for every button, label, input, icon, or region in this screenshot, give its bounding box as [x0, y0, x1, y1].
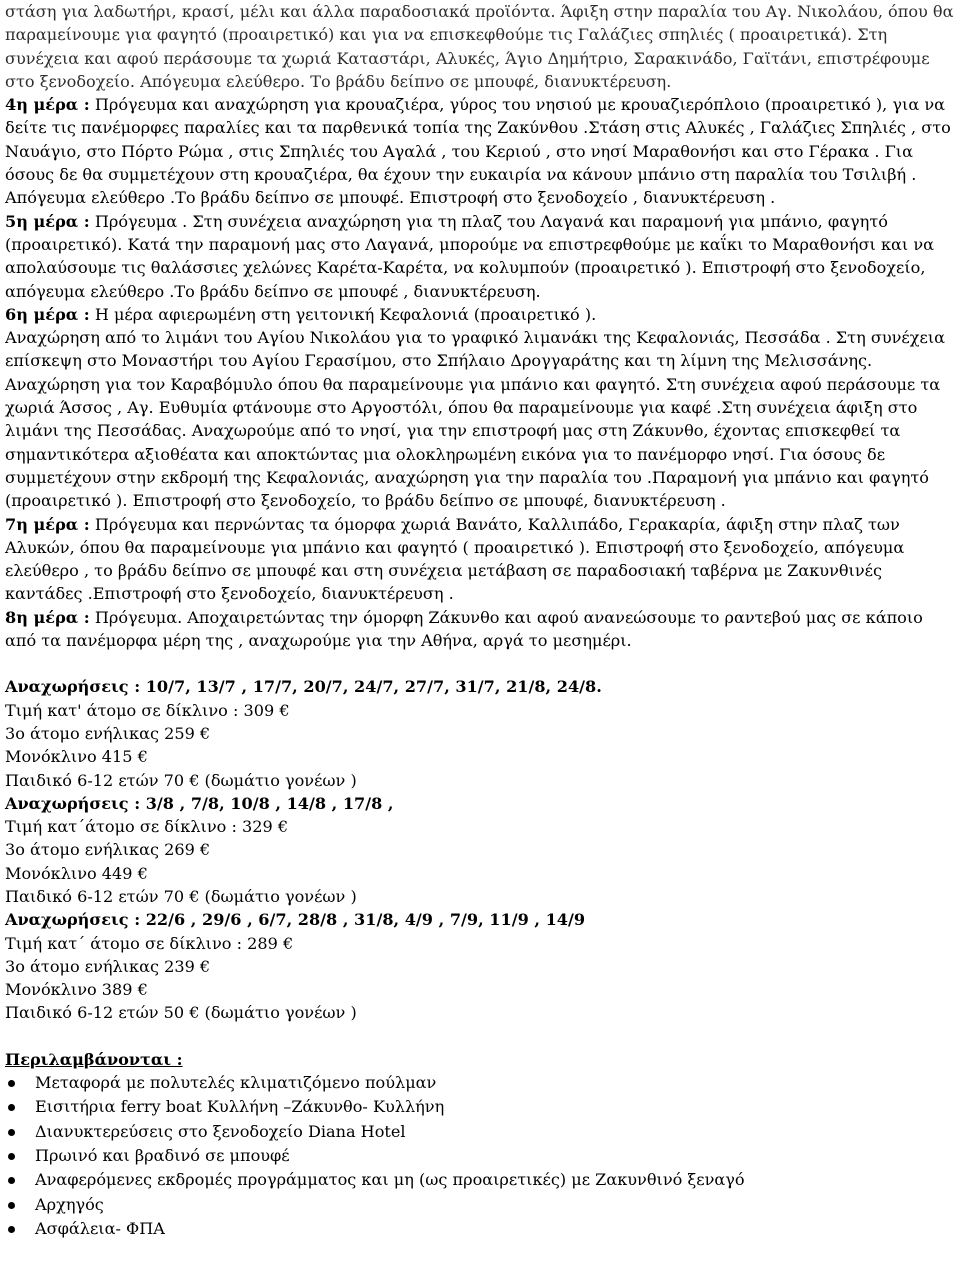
price-line: Παιδικό 6-12 ετών 70 € (δωμάτιο γονέων ) [5, 770, 357, 790]
departure-heading: Αναχωρήσεις : 10/7, 13/7 , 17/7, 20/7, 24/7, 27/7, 31/7, 21/8, 24/8. [5, 677, 602, 697]
departure-group [5, 792, 956, 908]
bullet-icon [8, 1202, 15, 1209]
day-5-label: 5η μέρα : [5, 211, 90, 231]
bullet-icon [8, 1153, 15, 1160]
list-item-text: Ασφάλεια- ΦΠΑ [35, 1218, 165, 1238]
day-8-label: 8η μέρα : [5, 607, 90, 627]
itinerary-intro: στάση για λαδωτήρι, κρασί, μέλι και άλλα παραδοσιακά προϊόντα. Άφιξη στην παραλία του Αγ. Νικολάου, όπου θα παραμείνουμε για φαγητό (προαιρετικό) και για να επισκεφθούμε τις Γαλάζιες σπηλιές ( προαιρετικά). Στη συνέχεια και αφού περάσουμε τα χωριά Καταστάρι, Αλυκές, Άγιο Δημήτριο, Σαρακινάδο, Γαϊτάνι, επιστρέφουμε στο ξενοδοχείο. Απόγευμα ελεύθερο. Το βράδυ δείπνο σε μπουφέ, διανυκτέρευση. [5, 2, 954, 91]
price-line: Μονόκλινο 449 € [5, 863, 148, 883]
list-item [35, 1120, 956, 1144]
list-item-text: Αναφερόμενες εκδρομές προγράμματος και μη (ως προαιρετικές) με Ζακυνθινό ξεναγό [35, 1170, 745, 1190]
list-item [35, 1217, 956, 1241]
list-item [35, 1071, 956, 1095]
price-line: Τιμή κατ΄άτομο σε δίκλινο : 329 € [5, 817, 289, 837]
day-8-paragraph [5, 606, 956, 653]
list-item-text: Εισιτήρια ferry boat Κυλλήνη –Ζάκυνθο- Κυλλήνη [35, 1097, 445, 1117]
day-6-extra: Αναχώρηση από το λιμάνι του Αγίου Νικολάου για το γραφικό λιμανάκι της Κεφαλονιάς, Πεσσάδα . Στη συνέχεια επίσκεψη στο Μοναστήρι του Αγίου Γερασίμου, στο Σπήλαιο Δρογγαράτης και τη λίμνη της Μελισσάνης. Αναχώρηση για τον Καραβόμυλο όπου θα παραμείνουμε για μπάνιο και φαγητό. Στη συνέχεια αφού περάσουμε τα χωριά Άσσος , Αγ. Ευθυμία φτάνουμε στο Αργοστόλι, όπου θα παραμείνουμε για καφέ .Στη συνέχεια άφιξη στο λιμάνι της Πεσσάδας. Αναχωρούμε από το νησί, για την επιστροφή μας στη Ζάκυνθο, έχοντας επισκεφθεί τα σημαντικότερα αξιοθέατα και αποκτώντας μια ολοκληρωμένη εικόνα για το πανέμορφο νησί. Για όσους δε συμμετέχουν στην εκδρομή της Κεφαλονιάς, αναχώρηση για την παραλία του .Παραμονή για μπάνιο και φαγητό (προαιρετικό ). Επιστροφή στο ξενοδοχείο, το βράδυ δείπνο σε μπουφέ, διανυκτέρευση . [5, 328, 945, 511]
list-item [35, 1193, 956, 1217]
day-4-label: 4η μέρα : [5, 95, 90, 115]
price-line: 3ο άτομο ενήλικας 239 € [5, 956, 211, 976]
day-4-paragraph [5, 93, 956, 209]
bullet-icon [8, 1104, 15, 1111]
includes-section [5, 1048, 956, 1241]
departure-group [5, 675, 956, 791]
price-line: Παιδικό 6-12 ετών 70 € (δωμάτιο γονέων ) [5, 886, 357, 906]
price-line: 3ο άτομο ενήλικας 259 € [5, 723, 211, 743]
day-7-text: Πρόγευμα και περνώντας τα όμορφα χωριά Βανάτο, Καλλιπάδο, Γερακαρία, άφιξη στην πλαζ των Αλυκών, όπου θα παραμείνουμε για μπάνιο και φαγητό ( προαιρετικό ). Επιστροφή στο ξενοδοχείο, απόγευμα ελεύθερο , το βράδυ δείπνο σε μπουφέ και στη συνέχεια μετάβαση σε παραδοσιακή ταβέρνα με Ζακυνθινές καντάδες .Επιστροφή στο ξενοδοχείο, διανυκτέρευση . [5, 514, 905, 604]
day-8-text: Πρόγευμα. Αποχαιρετώντας την όμορφη Ζάκυνθο και αφού ανανεώσουμε το ραντεβού μας σε κάποιο από τα πανέμορφα μέρη της , αναχωρούμε για την Αθήνα, αργά το μεσημέρι. [5, 607, 923, 651]
list-item [35, 1168, 956, 1192]
price-line: Μονόκλινο 415 € [5, 747, 148, 767]
bullet-icon [8, 1177, 15, 1184]
bullet-icon [8, 1080, 15, 1087]
list-item [35, 1144, 956, 1168]
day-6-label: 6η μέρα : [5, 304, 90, 324]
list-item-text: Αρχηγός [35, 1194, 104, 1214]
day-6-paragraph [5, 303, 956, 326]
departure-heading: Αναχωρήσεις : 3/8 , 7/8, 10/8 , 14/8 , 17/8 , [5, 793, 394, 813]
departure-heading: Αναχωρήσεις : 22/6 , 29/6 , 6/7, 28/8 , 31/8, 4/9 , 7/9, 11/9 , 14/9 [5, 910, 586, 930]
departure-group [5, 908, 956, 1024]
list-item-text: Μεταφορά με πολυτελές κλιματιζόμενο πούλμαν [35, 1073, 437, 1093]
bullet-icon [8, 1129, 15, 1136]
day-6-text: Η μέρα αφιερωμένη στη γειτονική Κεφαλονιά (προαιρετικό ). [89, 304, 597, 324]
day-7-paragraph [5, 513, 956, 606]
list-item-text: Πρωινό και βραδινό σε μπουφέ [35, 1145, 290, 1165]
section-gap [5, 1025, 956, 1048]
price-line: Τιμή κατ΄ άτομο σε δίκλινο : 289 € [5, 933, 294, 953]
includes-list [5, 1071, 956, 1241]
bullet-icon [8, 1226, 15, 1233]
departures-section [5, 675, 956, 1024]
includes-heading: Περιλαμβάνονται : [5, 1049, 183, 1069]
day-5-text: Πρόγευμα . Στη συνέχεια αναχώρηση για τη πλαζ του Λαγανά και παραμονή για μπάνιο, φαγητό (προαιρετικό). Κατά την παραμονή μας στο Λαγανά, μπορούμε να επιστρεφθούμε με καΐκι το Μαραθονήσι και να απολαύσουμε τις θαλάσσιες χελώνες Καρέτα-Καρέτα, να κολυμπούν (προαιρετικό ). Επιστροφή στο ξενοδοχείο, απόγευμα ελεύθερο .Το βράδυ δείπνο σε μπουφέ , διανυκτέρευση. [5, 211, 934, 301]
price-line: Τιμή κατ' άτομο σε δίκλινο : 309 € [5, 700, 290, 720]
section-gap [5, 652, 956, 675]
list-item [35, 1095, 956, 1119]
price-line: 3ο άτομο ενήλικας 269 € [5, 840, 211, 860]
day-5-paragraph [5, 210, 956, 303]
day-7-label: 7η μέρα : [5, 514, 90, 534]
day-4-text: Πρόγευμα και αναχώρηση για κρουαζιέρα, γύρος του νησιού με κρουαζιερόπλοιο (προαιρετικό ), για να δείτε τις πανέμορφες παραλίες και τα παρθενικά τοπία της Ζακύνθου .Στάση στις Αλυκές , Γαλάζιες Σπηλιές , στο Ναυάγιο, στο Πόρτο Ρώμα , στις Σπηλιές του Αγαλά , του Κεριού , στο νησί Μαραθονήσι και στο Γέρακα . Για όσους δε θα συμμετέχουν στη κρουαζιέρα, θα έχουν την ευκαιρία να κάνουν μπάνιο στη παραλία του Τσιλιβή . Απόγευμα ελεύθερο .Το βράδυ δείπνο σε μπουφέ. Επιστροφή στο ξενοδοχείο , διανυκτέρευση . [5, 95, 951, 208]
list-item-text: Διανυκτερεύσεις στο ξενοδοχείο Diana Hotel [35, 1121, 406, 1141]
price-line: Μονόκλινο 389 € [5, 980, 148, 1000]
price-line: Παιδικό 6-12 ετών 50 € (δωμάτιο γονέων ) [5, 1003, 357, 1023]
